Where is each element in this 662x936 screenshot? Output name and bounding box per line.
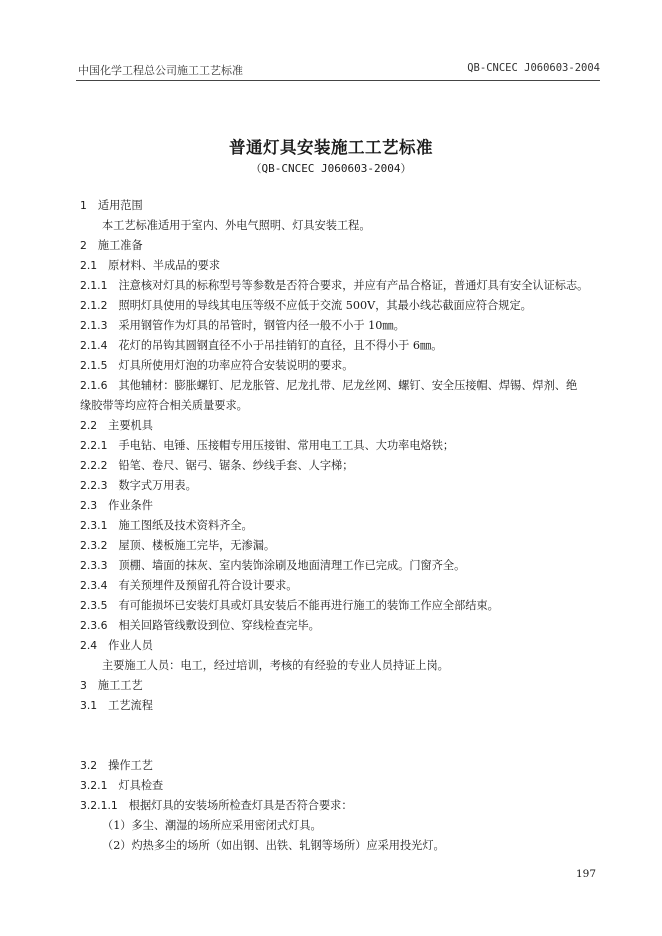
line-text: 屋顶、楼板施工完毕，无渗漏。 [118, 539, 276, 552]
header-divider [76, 80, 600, 81]
line-text: 作业人员 [108, 639, 153, 652]
section-number: 2.1.4 [80, 339, 108, 352]
section-heading [80, 259, 605, 273]
line-text: 数字式万用表。 [118, 479, 197, 492]
section-heading [80, 639, 605, 653]
body-line [80, 399, 605, 413]
body-line [80, 299, 605, 313]
section-number: 2.1.5 [80, 359, 108, 372]
line-text: 花灯的吊钩其圆钢直径不小于吊挂销钉的直径，且不得小于 6㎜。 [118, 339, 443, 352]
body-line [80, 619, 605, 633]
line-text: 适用范围 [97, 199, 143, 212]
line-text: 灯具检查 [118, 779, 164, 792]
section-number: 2.2.2 [80, 459, 108, 472]
body-line [80, 539, 605, 553]
line-text: 作业条件 [108, 499, 153, 512]
section-number: 2.3.5 [80, 599, 108, 612]
line-text: 主要施工人员：电工，经过培训，考核的有经验的专业人员持证上岗。 [102, 659, 449, 672]
line-text: （2）灼热多尘的场所（如出钢、出铁、轧钢等场所）应采用投光灯。 [102, 839, 445, 852]
line-text: 顶棚、墙面的抹灰、室内装饰涂刷及地面清理工作已完成。门窗齐全。 [118, 559, 466, 572]
line-text: 主要机具 [108, 419, 153, 432]
section-heading [80, 239, 605, 253]
line-text: 其他辅材：膨胀螺钉、尼龙胀管、尼龙扎带、尼龙丝网、螺钉、安全压接帽、焊锡、焊剂、绝 [118, 379, 578, 392]
section-heading [80, 499, 605, 513]
body-line [80, 339, 605, 353]
line-text: 施工准备 [97, 239, 143, 252]
section-number: 2.3.1 [80, 519, 108, 532]
line-text: （1）多尘、潮湿的场所应采用密闭式灯具。 [102, 819, 322, 832]
line-text: 手电钻、电锤、压接帽专用压接钳、常用电工工具、大功率电烙铁； [118, 439, 455, 452]
section-number: 2.1.1 [80, 279, 108, 292]
section-number: 2.3.2 [80, 539, 108, 552]
section-heading [80, 759, 605, 773]
section-number: 3.1 [80, 699, 98, 712]
section-number: 2.2.1 [80, 439, 108, 452]
line-text: 铅笔、卷尺、锯弓、锯条、纱线手套、人字梯； [118, 459, 354, 472]
line-text: 原材料、半成品的要求 [108, 259, 221, 272]
body-line [80, 659, 605, 673]
line-text: 有可能损坏已安装灯具或灯具安装后不能再进行施工的装饰工作应全部结束。 [118, 599, 499, 612]
document-subtitle: （QB-CNCEC J060603-2004） [250, 162, 412, 175]
section-number: 2 [80, 239, 87, 252]
body-line [80, 599, 605, 613]
body-line [80, 279, 605, 293]
line-text: 操作工艺 [108, 759, 153, 772]
document-title: 普通灯具安装施工工艺标准 [229, 138, 433, 157]
section-heading [80, 199, 605, 213]
body-line [80, 839, 605, 853]
section-number: 2.1 [80, 259, 98, 272]
section-number: 2.3 [80, 499, 98, 512]
section-number: 2.2.3 [80, 479, 108, 492]
body-line [80, 579, 605, 593]
line-text: 灯具所使用灯泡的功率应符合安装说明的要求。 [118, 359, 354, 372]
line-text: 工艺流程 [108, 699, 153, 712]
line-text: 施工工艺 [97, 679, 143, 692]
line-text: 缘胶带等均应符合相关质量要求。 [80, 399, 248, 412]
line-text: 照明灯具使用的导线其电压等级不应低于交流 500V，其最小线芯截面应符合规定。 [118, 299, 532, 312]
line-text: 有关预埋件及预留孔符合设计要求。 [118, 579, 298, 592]
body-line [80, 779, 605, 793]
page-number: 197 [575, 868, 596, 880]
section-number: 3.2 [80, 759, 98, 772]
body-line [80, 819, 605, 833]
section-number: 3 [80, 679, 87, 692]
section-number: 3.2.1 [80, 779, 108, 792]
body-line [80, 459, 605, 473]
section-number: 2.3.4 [80, 579, 108, 592]
body-line [80, 439, 605, 453]
line-text: 相关回路管线敷设到位、穿线检查完毕。 [118, 619, 320, 632]
section-number: 3.2.1.1 [80, 799, 118, 812]
section-number: 2.1.3 [80, 319, 108, 332]
section-number: 1 [80, 199, 87, 212]
section-number: 2.1.2 [80, 299, 108, 312]
section-number: 2.1.6 [80, 379, 108, 392]
line-text: 根据灯具的安装场所检查灯具是否符合要求： [128, 799, 353, 812]
line-text: 注意核对灯具的标称型号等参数是否符合要求，并应有产品合格证，普通灯具有安全认证标志。 [118, 279, 589, 292]
body-line [80, 559, 605, 573]
line-text: 采用钢管作为灯具的吊管时，钢管内径一般不小于 10㎜。 [118, 319, 405, 332]
section-number: 2.3.6 [80, 619, 108, 632]
line-text: 本工艺标准适用于室内、外电气照明、灯具安装工程。 [102, 219, 371, 232]
section-number: 2.3.3 [80, 559, 108, 572]
body-line [80, 379, 605, 393]
header-organization: 中国化学工程总公司施工工艺标准 [78, 64, 243, 77]
section-heading [80, 419, 605, 433]
header-standard-code: QB-CNCEC J060603-2004 [467, 62, 600, 74]
body-line [80, 319, 605, 333]
body-line [80, 519, 605, 533]
body-line [80, 799, 605, 813]
body-line [80, 219, 605, 233]
body-line [80, 359, 605, 373]
section-number: 2.4 [80, 639, 98, 652]
body-line [80, 479, 605, 493]
section-heading [80, 699, 605, 713]
line-text: 施工图纸及技术资料齐全。 [118, 519, 253, 532]
section-heading [80, 679, 605, 693]
section-number: 2.2 [80, 419, 98, 432]
